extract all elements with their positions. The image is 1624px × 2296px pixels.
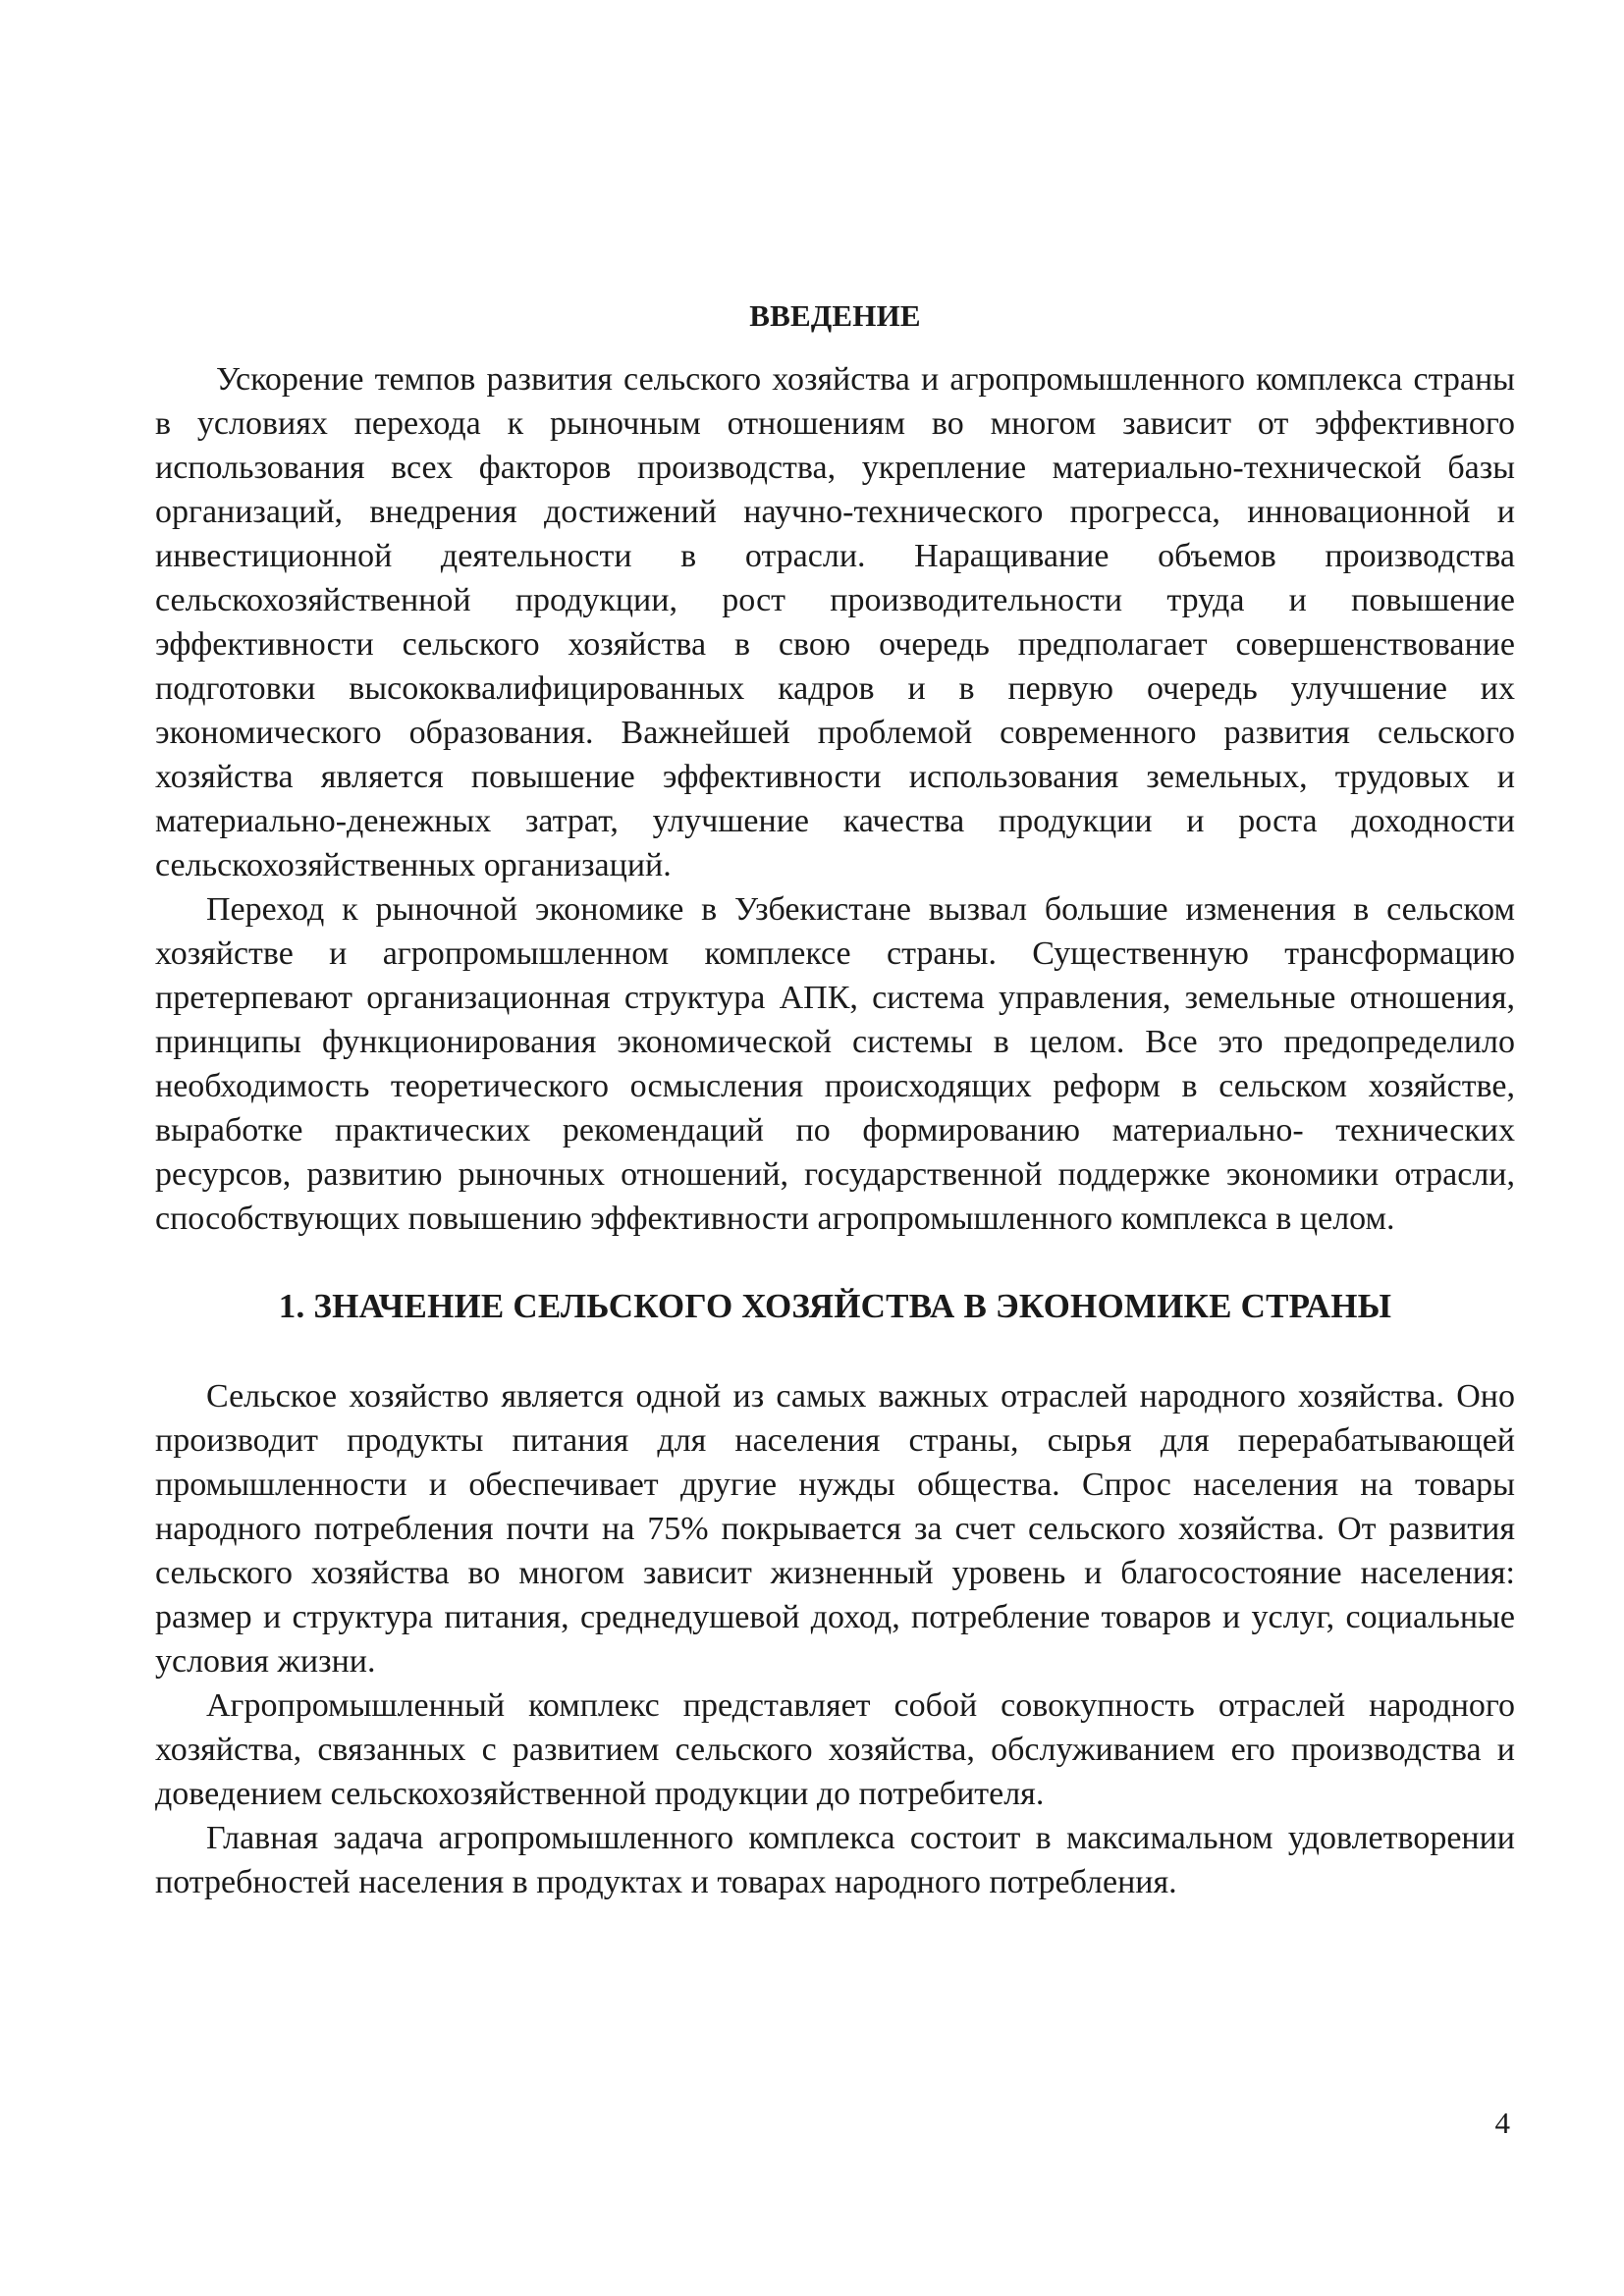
intro-paragraph: Переход к рыночной экономике в Узбекистане вызвал большие изменения в сельском хозяйстве и агропромышленном комплексе страны. Существенную трансформацию претерпевают организационная структура АПК, система управления, земельные отношения, принципы функционирования экономической системы в целом. Все это предопределило необходимость теоретического осмысления происходящих реформ в сельском хозяйстве, выработке практических рекомендаций по формированию материально- технических ресурсов, развитию рыночных отношений, государственной поддержке экономики отрасли, способствующих повышению эффективности агропромышленного комплекса в целом. [155, 891, 1515, 1237]
page-number: 4 [1494, 2106, 1510, 2140]
section-1-paragraph: Сельское хозяйство является одной из самых важных отраслей народного хозяйства. Оно производит продукты питания для населения страны, сырья для перерабатывающей промышленности и обеспечивает другие нужды общества. Спрос населения на товары народного потребления почти на 75% покрывается за счет сельского хозяйства. От развития сельского хозяйства во многом зависит жизненный уровень и благосостояние населения: размер и структура питания, среднедушевой доход, потребление товаров и услуг, социальные условия жизни. [155, 1378, 1515, 1680]
intro-heading: ВВЕДЕНИЕ [749, 298, 921, 333]
section-1-heading: 1. ЗНАЧЕНИЕ СЕЛЬСКОГО ХОЗЯЙСТВА В ЭКОНОМИКЕ СТРАНЫ [278, 1287, 1392, 1325]
section-1-paragraph: Главная задача агропромышленного комплекса состоит в максимальном удовлетворении потребностей населения в продуктах и товарах народного потребления. [155, 1820, 1515, 1900]
intro-paragraph: Ускорение темпов развития сельского хозяйства и агропромышленного комплекса страны в условиях перехода к рыночным отношениям во многом зависит от эффективного использования всех факторов производства, укрепление материально-технической базы организаций, внедрения достижений научно-технического прогресса, инновационной и инвестиционной деятельности в отрасли. Наращивание объемов производства сельскохозяйственной продукции, рост производительности труда и повышение эффективности сельского хозяйства в свою очередь предполагает совершенствование подготовки высококвалифицированных кадров и в первую очередь улучшение их экономического образования. Важнейшей проблемой современного развития сельского хозяйства является повышение эффективности использования земельных, трудовых и материально-денежных затрат, улучшение качества продукции и роста доходности сельскохозяйственных организаций. [155, 361, 1515, 883]
document-page [155, 296, 1515, 1904]
section-1-paragraph: Агропромышленный комплекс представляет собой совокупность отраслей народного хозяйства, связанных с развитием сельского хозяйства, обслуживанием его производства и доведением сельскохозяйственной продукции до потребителя. [155, 1687, 1515, 1812]
